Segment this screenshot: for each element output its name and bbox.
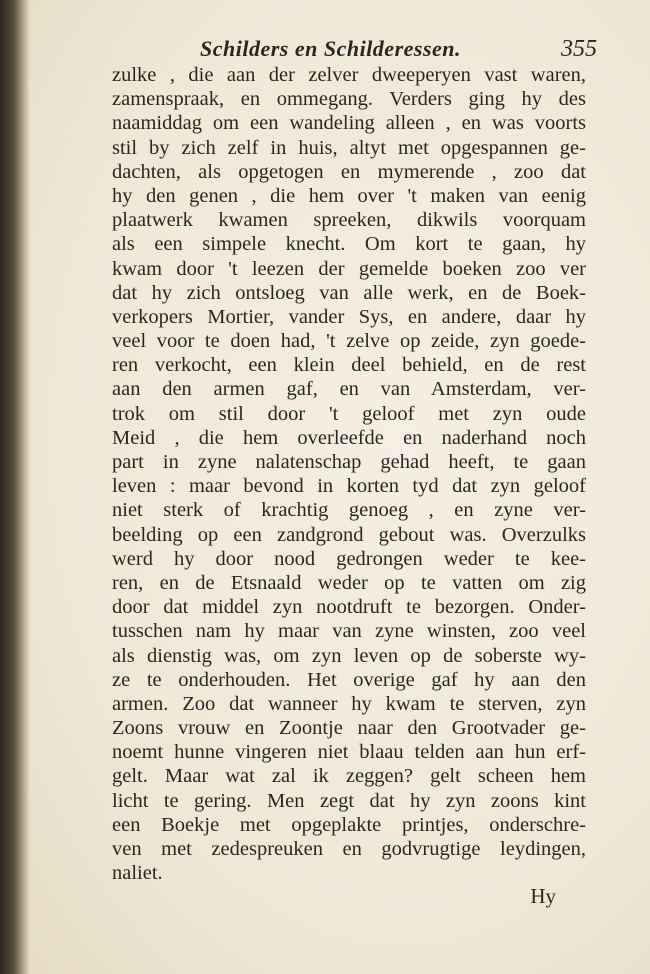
text-line: als een simpele knecht. Om kort te gaan, hy [112, 233, 586, 256]
text-line: ven met zedespreuken en godvrugtige leydingen, [112, 838, 586, 860]
text-line: trok om stil door 't geloof met zyn oude [112, 402, 586, 425]
text-line: noemt hunne vingeren niet blaau telden aan hun erf- [112, 741, 586, 764]
book-gutter [0, 0, 30, 974]
text-line: armen. Zoo dat wanneer hy kwam te sterven, zyn [112, 692, 586, 715]
text-line: tusschen nam hy maar van zyne winsten, zoo veel [112, 620, 586, 643]
running-title: Schilders en Schilderessen. [200, 36, 462, 61]
text-line: veel voor te doen had, 't zelve op zeide, zyn goede- [112, 330, 586, 353]
text-line: ren verkocht, een klein deel behield, en de rest [112, 354, 586, 377]
text-line: ren, en de Etsnaald weder op te vatten om zig [112, 571, 586, 594]
text-line: kwam door 't leezen der gemelde boeken zoo ver [112, 257, 586, 280]
text-line: licht te gering. Men zegt dat hy zyn zoons kint [112, 789, 586, 812]
text-line: naliet. [112, 862, 163, 885]
text-line: als dienstig was, om zyn leven op de soberste wy- [112, 644, 586, 667]
text-line: niet sterk of krachtig genoeg , en zyne ver- [112, 499, 586, 522]
page-header [200, 36, 600, 66]
text-line: gelt. Maar wat zal ik zeggen? gelt scheen hem [112, 765, 586, 788]
text-line: beelding op een zandgrond gebout was. Overzulks [112, 523, 586, 546]
body-text [112, 63, 586, 885]
text-line: part in zyne nalatenschap gehad heeft, te gaan [112, 451, 586, 473]
text-line: dat hy zich ontsloeg van alle werk, en de Boek- [112, 281, 586, 304]
text-line: zamenspraak, en ommegang. Verders ging hy des [112, 88, 586, 111]
page-number: 355 [561, 36, 597, 62]
catchword: Hy [530, 884, 556, 908]
text-line: dachten, als opgetogen en mymerende , zoo dat [112, 160, 586, 183]
text-line: door dat middel zyn nootdruft te bezorgen. Onder- [112, 596, 586, 619]
text-line: Zoons vrouw en Zoontje naar den Grootvader ge- [112, 717, 586, 740]
text-line: leven : maar bevond in korten tyd dat zyn geloof [112, 475, 586, 498]
text-line: werd hy door nood gedrongen weder te kee- [112, 547, 586, 570]
text-line: aan den armen gaf, en van Amsterdam, ver- [112, 378, 586, 401]
text-line: ze te onderhouden. Het overige gaf hy aan den [112, 668, 586, 691]
text-line: verkopers Mortier, vander Sys, en andere, daar hy [112, 305, 586, 328]
text-line: een Boekje met opgeplakte printjes, onderschre- [112, 813, 586, 836]
text-line: zulke , die aan der zelver dweeperyen vast waren, [112, 64, 586, 86]
text-line: naamiddag om een wandeling alleen , en was voorts [112, 112, 586, 135]
book-page [30, 0, 650, 974]
text-line: Meid , die hem overleefde en naderhand noch [112, 426, 586, 449]
text-line: plaatwerk kwamen spreeken, dikwils voorquam [112, 209, 586, 232]
text-line: stil by zich zelf in huis, altyt met opgespannen ge- [112, 136, 586, 159]
text-line: hy den genen , die hem over 't maken van eenig [112, 184, 586, 207]
